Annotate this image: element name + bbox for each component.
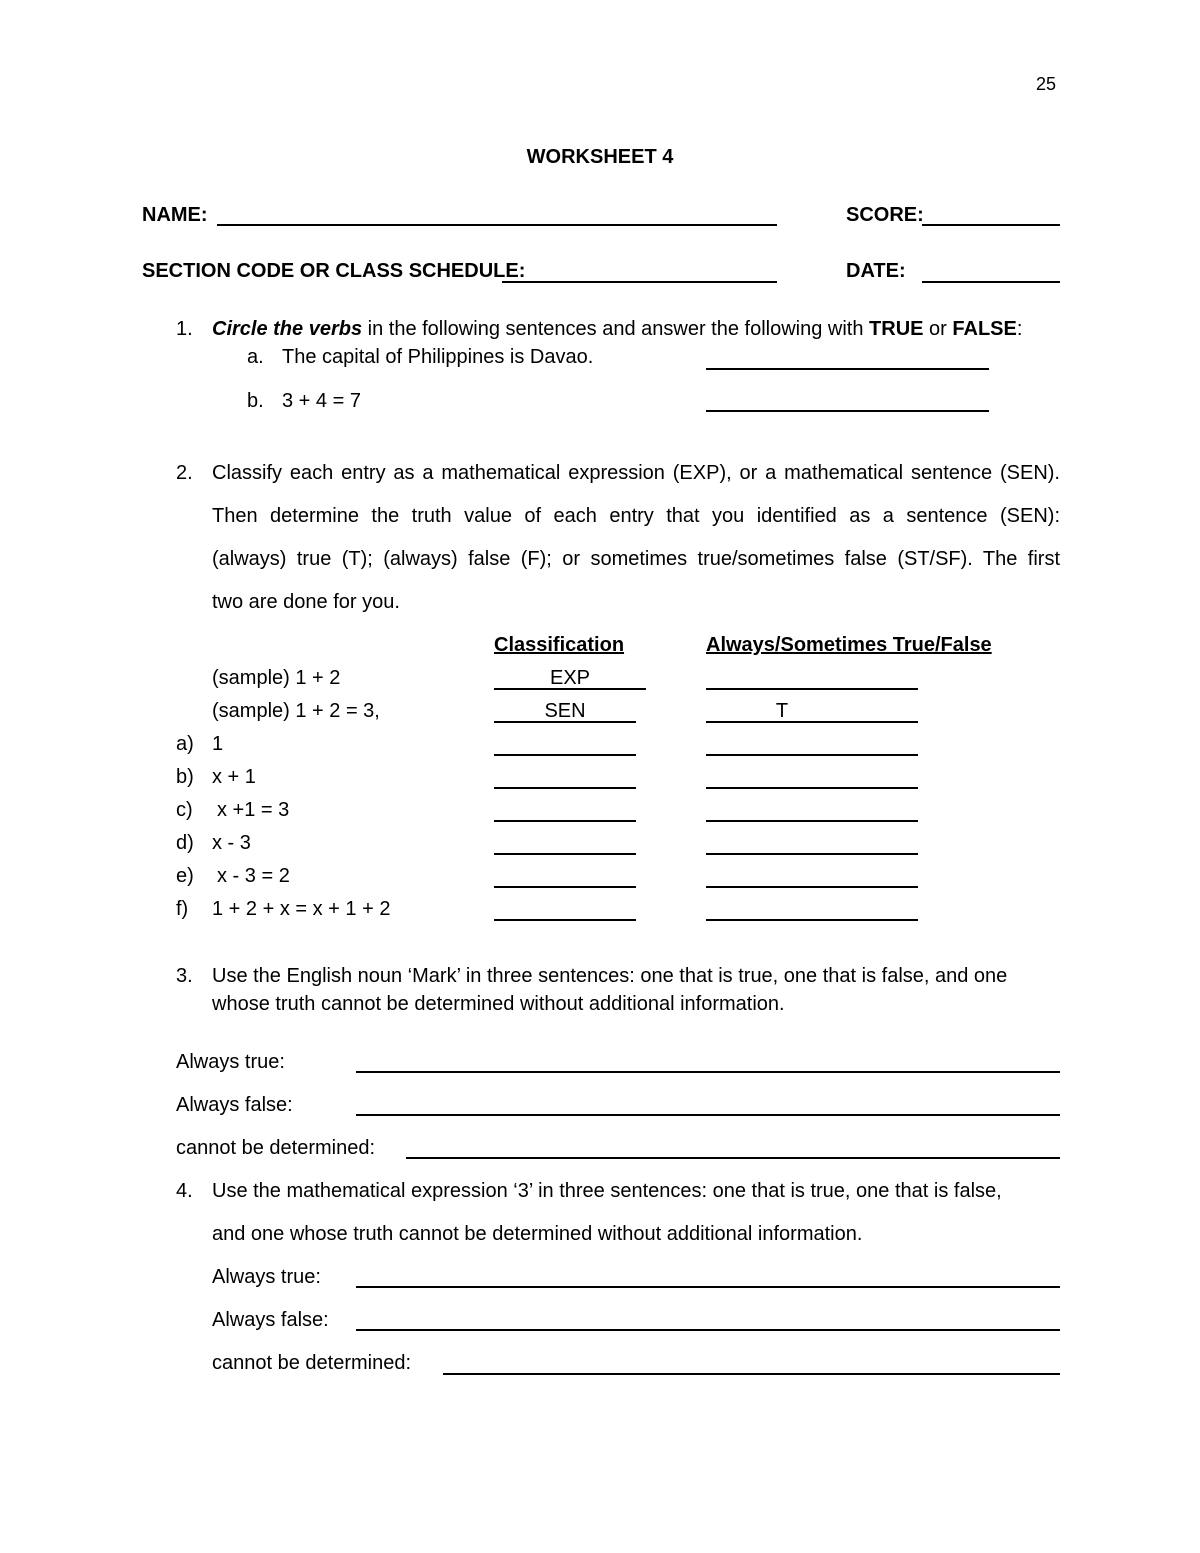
q4-always-true-label: Always true:	[212, 1266, 321, 1288]
section-label: SECTION CODE OR CLASS SCHEDULE:	[142, 260, 526, 282]
q3-cannot-field[interactable]	[406, 1157, 1060, 1159]
q1-or-word: or	[923, 318, 953, 340]
sample-2-classification: SEN	[544, 700, 586, 722]
sample-1-expr: (sample) 1 + 2	[212, 667, 341, 689]
q4-cannot-label: cannot be determined:	[212, 1352, 412, 1374]
item-a-label: a)	[176, 733, 194, 755]
score-field[interactable]	[922, 224, 1060, 226]
q3-cannot-label: cannot be determined:	[176, 1137, 376, 1159]
item-c-classification-field[interactable]	[494, 820, 636, 822]
item-d-label: d)	[176, 832, 194, 854]
q4-line-2: and one whose truth cannot be determined without additional information.	[212, 1223, 863, 1245]
item-c-expr: x +1 = 3	[217, 799, 290, 821]
q3-always-false-label: Always false:	[176, 1094, 293, 1116]
col-classification-header: Classification	[494, 634, 625, 656]
sample-1-classification: EXP	[549, 667, 591, 689]
item-b-classification-field[interactable]	[494, 787, 636, 789]
section-field[interactable]	[502, 281, 777, 283]
q3-always-true-field[interactable]	[356, 1071, 1060, 1073]
q1-text-mid: in the following sentences and answer the following with	[362, 318, 870, 340]
q4-always-true-field[interactable]	[356, 1286, 1060, 1288]
q3-number: 3.	[176, 965, 193, 987]
worksheet-title: WORKSHEET 4	[526, 146, 674, 168]
name-label: NAME:	[142, 204, 208, 226]
q3-line-1: Use the English noun ‘Mark’ in three sentences: one that is true, one that is false, and one	[212, 965, 1008, 987]
q1a-text: The capital of Philippines is Davao.	[282, 346, 594, 368]
item-a-classification-field[interactable]	[494, 754, 636, 756]
item-d-expr: x - 3	[212, 832, 251, 854]
sample-1-classification-line	[494, 688, 646, 690]
score-label: SCORE:	[846, 204, 924, 226]
q1-colon: :	[1016, 318, 1023, 340]
sample-2-classification-line	[494, 721, 636, 723]
q2-line-4: two are done for you.	[212, 591, 400, 613]
item-f-truth-field[interactable]	[706, 919, 918, 921]
item-e-truth-field[interactable]	[706, 886, 918, 888]
q1-lead: Circle the verbs	[212, 318, 363, 340]
q2-line-1: Classify each entry as a mathematical expression (EXP), or a mathematical sentence (SEN).	[212, 462, 1060, 484]
q2-line-2: Then determine the truth value of each entry that you identified as a sentence (SEN):	[212, 505, 1060, 527]
item-d-classification-field[interactable]	[494, 853, 636, 855]
date-label: DATE:	[846, 260, 906, 282]
page-number: 25	[1036, 74, 1057, 94]
q4-cannot-field[interactable]	[443, 1373, 1060, 1375]
q1a-label: a.	[247, 346, 264, 368]
q1a-answer-field[interactable]	[706, 368, 989, 370]
item-f-classification-field[interactable]	[494, 919, 636, 921]
sample-2-expr: (sample) 1 + 2 = 3,	[212, 700, 380, 722]
q2-number: 2.	[176, 462, 193, 484]
sample-2-truth: T	[775, 700, 789, 722]
q4-line-1: Use the mathematical expression ‘3’ in three sentences: one that is true, one that is false,	[212, 1180, 1002, 1202]
name-field[interactable]	[217, 224, 777, 226]
date-field[interactable]	[922, 281, 1060, 283]
item-d-truth-field[interactable]	[706, 853, 918, 855]
item-a-expr: 1	[212, 733, 224, 755]
q4-always-false-label: Always false:	[212, 1309, 329, 1331]
item-e-expr: x - 3 = 2	[217, 865, 290, 887]
item-b-expr: x + 1	[212, 766, 256, 788]
item-f-expr: 1 + 2 + x = x + 1 + 2	[212, 898, 391, 920]
q3-line-2: whose truth cannot be determined without additional information.	[212, 993, 785, 1015]
q3-always-true-label: Always true:	[176, 1051, 285, 1073]
item-e-label: e)	[176, 865, 194, 887]
q2-line-3: (always) true (T); (always) false (F); or sometimes true/sometimes false (ST/SF). The first	[212, 548, 1060, 570]
col-truth-header: Always/Sometimes True/False	[706, 634, 992, 656]
q3-always-false-field[interactable]	[356, 1114, 1060, 1116]
q1-true-word: TRUE	[869, 318, 924, 340]
q4-number: 4.	[176, 1180, 193, 1202]
item-b-label: b)	[176, 766, 194, 788]
item-c-truth-field[interactable]	[706, 820, 918, 822]
q1b-text: 3 + 4 = 7	[282, 390, 361, 412]
sample-1-truth-line	[706, 688, 918, 690]
q1-false-word: FALSE	[952, 318, 1017, 340]
item-a-truth-field[interactable]	[706, 754, 918, 756]
item-f-label: f)	[176, 898, 189, 920]
q4-always-false-field[interactable]	[356, 1329, 1060, 1331]
q1b-answer-field[interactable]	[706, 410, 989, 412]
q1-number: 1.	[176, 318, 193, 340]
q1b-label: b.	[247, 390, 264, 412]
item-e-classification-field[interactable]	[494, 886, 636, 888]
item-b-truth-field[interactable]	[706, 787, 918, 789]
sample-2-truth-line	[706, 721, 918, 723]
q1-prompt	[212, 318, 1022, 341]
item-c-label: c)	[176, 799, 193, 821]
